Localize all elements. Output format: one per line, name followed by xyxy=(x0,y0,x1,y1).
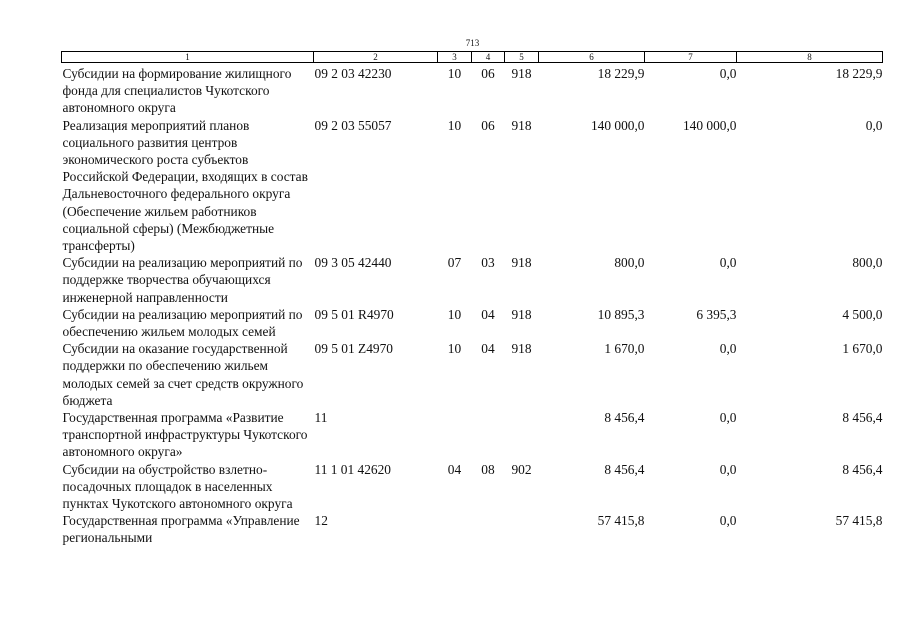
row-federal-cell: 6 395,3 xyxy=(696,306,737,322)
row-regional-cell: 18 229,9 xyxy=(835,66,883,81)
row-total-cell: 8 456,4 xyxy=(604,410,645,426)
row-regional-cell: 0,0 xyxy=(865,117,883,133)
row-name-cell: Субсидии на реализацию мероприятий по поддержке творчества обучающихся инженерной направленности xyxy=(62,255,303,305)
row-section-cell xyxy=(438,409,472,461)
row-code-cell: 09 5 01 R4970 xyxy=(314,306,394,322)
row-admin-cell: 918 xyxy=(511,306,532,322)
row-total-cell: 57 415,8 xyxy=(597,513,645,529)
row-admin-cell xyxy=(505,409,539,461)
row-federal-cell: 0,0 xyxy=(719,461,737,477)
row-name-cell: Государственная программа «Развитие транспортной инфраструктуры Чукотского автономного округа» xyxy=(62,410,308,460)
row-total-cell: 800,0 xyxy=(614,255,645,271)
row-code-cell: 09 5 01 Z4970 xyxy=(314,341,393,357)
column-header: 1 xyxy=(62,52,314,63)
row-regional-cell: 4 500,0 xyxy=(842,306,883,322)
table-row xyxy=(62,461,883,513)
row-regional-cell: 800,0 xyxy=(852,255,883,271)
row-federal-cell: 0,0 xyxy=(719,513,737,529)
row-regional-cell: 8 456,4 xyxy=(842,461,883,477)
row-section-cell: 10 xyxy=(447,306,462,322)
table-row xyxy=(62,63,883,117)
column-header: 7 xyxy=(645,52,737,63)
row-subsection-cell xyxy=(472,512,505,546)
table-row xyxy=(62,512,883,546)
table-row xyxy=(62,306,883,340)
row-subsection-cell: 08 xyxy=(481,461,495,477)
column-header: 5 xyxy=(505,52,539,63)
row-total-cell: 140 000,0 xyxy=(590,117,645,133)
column-header: 6 xyxy=(539,52,645,63)
row-code-cell: 09 2 03 55057 xyxy=(314,117,392,133)
table-row xyxy=(62,409,883,461)
row-name-cell: Субсидии на оказание государственной поддержки по обеспечению жильем молодых семей за счет средств окружного бюджета xyxy=(62,341,304,408)
row-federal-cell: 0,0 xyxy=(719,410,737,426)
row-subsection-cell: 06 xyxy=(481,117,495,133)
row-subsection-cell: 03 xyxy=(481,255,495,271)
row-subsection-cell: 04 xyxy=(481,341,495,357)
row-name-cell: Субсидии на формирование жилищного фонда для специалистов Чукотского автономного округа xyxy=(62,66,292,116)
row-admin-cell: 918 xyxy=(511,117,532,133)
row-federal-cell: 0,0 xyxy=(719,255,737,271)
row-admin-cell: 918 xyxy=(511,66,532,81)
row-federal-cell: 0,0 xyxy=(719,341,737,357)
row-federal-cell: 140 000,0 xyxy=(682,117,737,133)
row-total-cell: 10 895,3 xyxy=(597,306,645,322)
row-name-cell: Реализация мероприятий планов социального развития центров экономического роста субъектов Российской Федерации, входящих в состав Дальневосточного федерального округа (Обеспечение жильем работников социальной сферы) (Межбюджетные трансферты) xyxy=(62,117,308,254)
row-regional-cell: 8 456,4 xyxy=(842,410,883,426)
row-total-cell: 1 670,0 xyxy=(604,341,645,357)
row-total-cell: 8 456,4 xyxy=(604,461,645,477)
table-row xyxy=(62,340,883,409)
row-admin-cell xyxy=(505,512,539,546)
row-total-cell: 18 229,9 xyxy=(597,66,645,81)
row-section-cell: 04 xyxy=(447,461,462,477)
row-section-cell: 10 xyxy=(447,341,462,357)
row-admin-cell: 918 xyxy=(511,255,532,271)
row-code-cell: 12 xyxy=(314,513,328,529)
row-name-cell: Государственная программа «Управление региональными xyxy=(62,513,300,546)
row-subsection-cell: 04 xyxy=(481,306,495,322)
table-row xyxy=(62,117,883,255)
row-section-cell: 10 xyxy=(447,66,462,81)
page-number: 713 xyxy=(465,38,480,48)
row-admin-cell: 902 xyxy=(511,461,532,477)
column-header: 8 xyxy=(737,52,883,63)
row-code-cell: 09 2 03 42230 xyxy=(314,66,392,81)
column-header: 4 xyxy=(472,52,505,63)
row-section-cell: 10 xyxy=(447,117,462,133)
row-section-cell: 07 xyxy=(447,255,462,271)
row-code-cell: 11 1 01 42620 xyxy=(314,461,391,477)
header-row xyxy=(62,52,883,63)
table-row xyxy=(62,254,883,306)
row-section-cell xyxy=(438,512,472,546)
row-subsection-cell xyxy=(472,409,505,461)
row-federal-cell: 0,0 xyxy=(719,66,737,81)
row-name-cell: Субсидии на обустройство взлетно-посадочных площадок в населенных пунктах Чукотского автономного округа xyxy=(62,461,293,512)
row-regional-cell: 1 670,0 xyxy=(842,341,883,357)
row-admin-cell: 918 xyxy=(511,341,532,357)
row-subsection-cell: 06 xyxy=(481,66,495,81)
row-code-cell: 09 3 05 42440 xyxy=(314,255,392,271)
row-name-cell: Субсидии на реализацию мероприятий по обеспечению жильем молодых семей xyxy=(62,306,303,340)
row-code-cell: 11 xyxy=(314,410,328,426)
row-regional-cell: 57 415,8 xyxy=(835,513,883,529)
budget-table xyxy=(61,51,883,547)
column-header: 3 xyxy=(438,52,472,63)
column-header: 2 xyxy=(314,52,438,63)
